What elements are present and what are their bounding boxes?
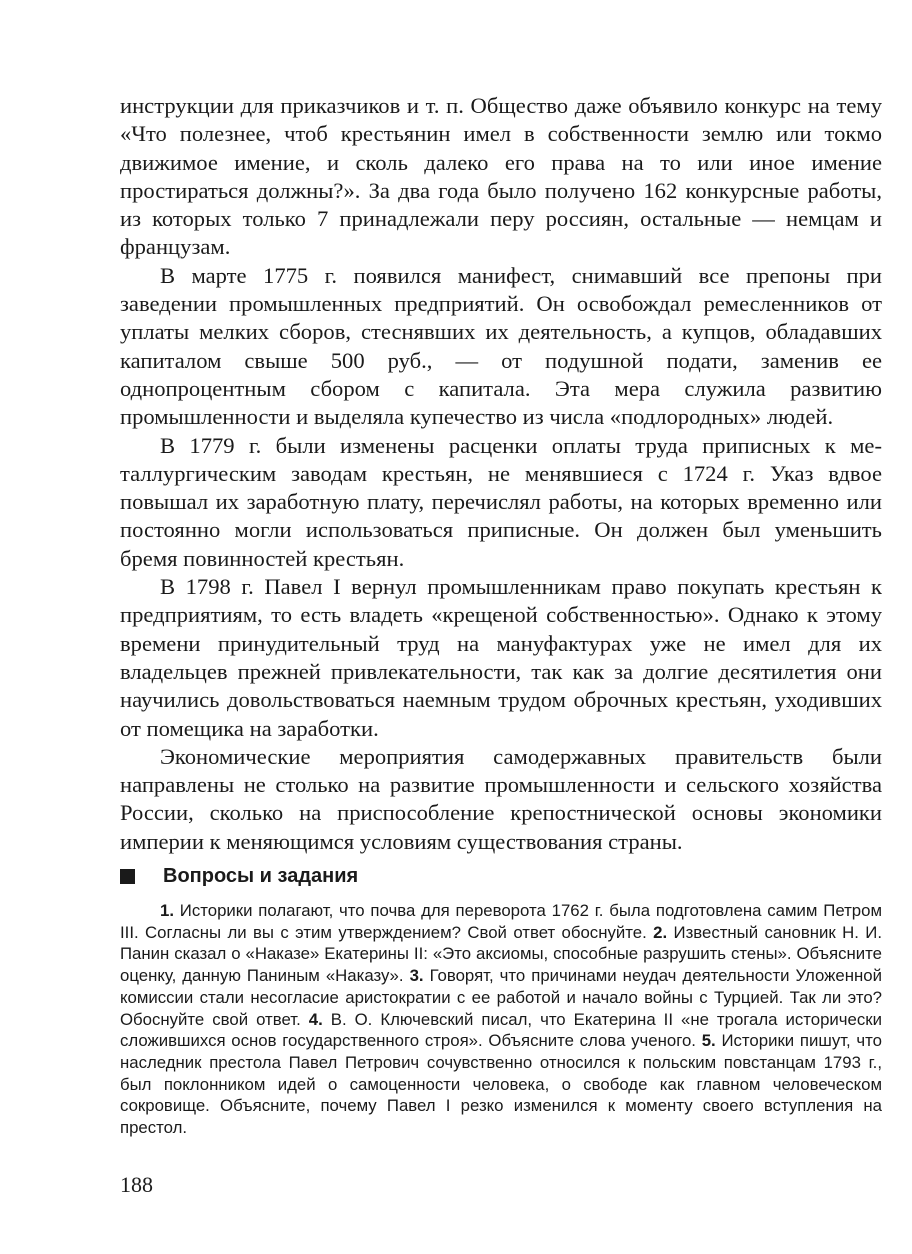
question-number: 2. [653, 922, 668, 942]
paragraph: В марте 1775 г. появился манифест, снимавший все препоны при заведении промышленных предприятий. Он освобождал ремесленников от уплаты мелких сборов, стеснявших их деятельность, а купцов, обладавших капиталом свыше 500 руб., — от подушной подати, заменив ее однопроцентным сбором с капитала. Эта мера служила развитию промышленности и выделяла купечество из числа «подлородных» людей. [120, 262, 882, 430]
question-text: Известный сановник Н. И. Панин сказал о «Наказе» Екатерины II: «Это аксиомы, способные разрушить стены». Объясните оценку, данную Паниным «Наказу». [120, 922, 882, 986]
paragraph: В 1779 г. были изменены расценки оплаты труда приписных к металлургическим заводам крестьян, не менявшиеся с 1724 г. Указ вдвое повышал их заработную плату, перечислял работы, на которых временно или постоянно могли использоваться приписные. Он должен был уменьшить бремя повинностей крестьян. [120, 432, 882, 571]
paragraph: Экономические мероприятия самодержавных правительств были направлены не столько на развитие промышленности и сельского хозяйства России, сколько на приспособление крепостнической основы экономики империи к меняющимся условиям существования страны. [120, 743, 882, 854]
main-text [120, 92, 882, 856]
question-text: Говорят, что причинами неудач деятельности Уложенной комиссии стали несогласие аристократии с ее работой и начало войны с Турцией. Так ли это? Обоснуйте свой ответ. [120, 966, 882, 1029]
paragraph: инструкции для приказчиков и т. п. Общество даже объявило конкурс на тему «Что полезнее, чтоб крестьянин имел в собственности землю или токмо движимое имение, и сколь далеко его права на то или иное имение простираться должны?». За два года было получено 162 конкурсные работы, из которых только 7 принадлежали перу россиян, остальные — немцам и французам. [120, 93, 882, 260]
paragraph: В 1798 г. Павел I вернул промышленникам право покупать крестьян к предприятиям, то есть владеть «крещеной собственностью». Однако к этому времени принудительный труд на мануфактурах уже не имел для их владельцев прежней привлекательности, так как за долгие десятилетия они научились довольствоваться наемным трудом оброчных крестьян, уходивших от помещика на заработки. [120, 574, 882, 741]
question-number: 5. [701, 1031, 716, 1051]
question-number: 4. [308, 1009, 323, 1029]
page-number: 188 [120, 1172, 153, 1197]
questions-block [120, 900, 882, 1139]
question-text: В. О. Ключевский писал, что Екатерина II «не трогала исторически сложившихся основ государственного строя». Объясните слова ученого. [120, 1009, 882, 1051]
section-title: Вопросы и задания [163, 864, 359, 887]
square-bullet-icon [120, 869, 135, 884]
question-number: 3. [409, 966, 424, 986]
question-text: Историки пишут, что наследник престола Павел Петрович сочувственно относился к польским повстанцам 1793 г., был поклонником идей о самоценности человека, о свободе как главном человеческом сокровище. Объясните, почему Павел I резко изменился к моменту своего вступления на престол. [120, 1031, 882, 1138]
section-heading [120, 862, 358, 890]
question-text: Историки полагают, что почва для переворота 1762 г. была подготовлена самим Петром III. Согласны ли вы с этим утверждением? Свой ответ обоснуйте. [120, 901, 882, 942]
question-number: 1. [160, 901, 174, 920]
